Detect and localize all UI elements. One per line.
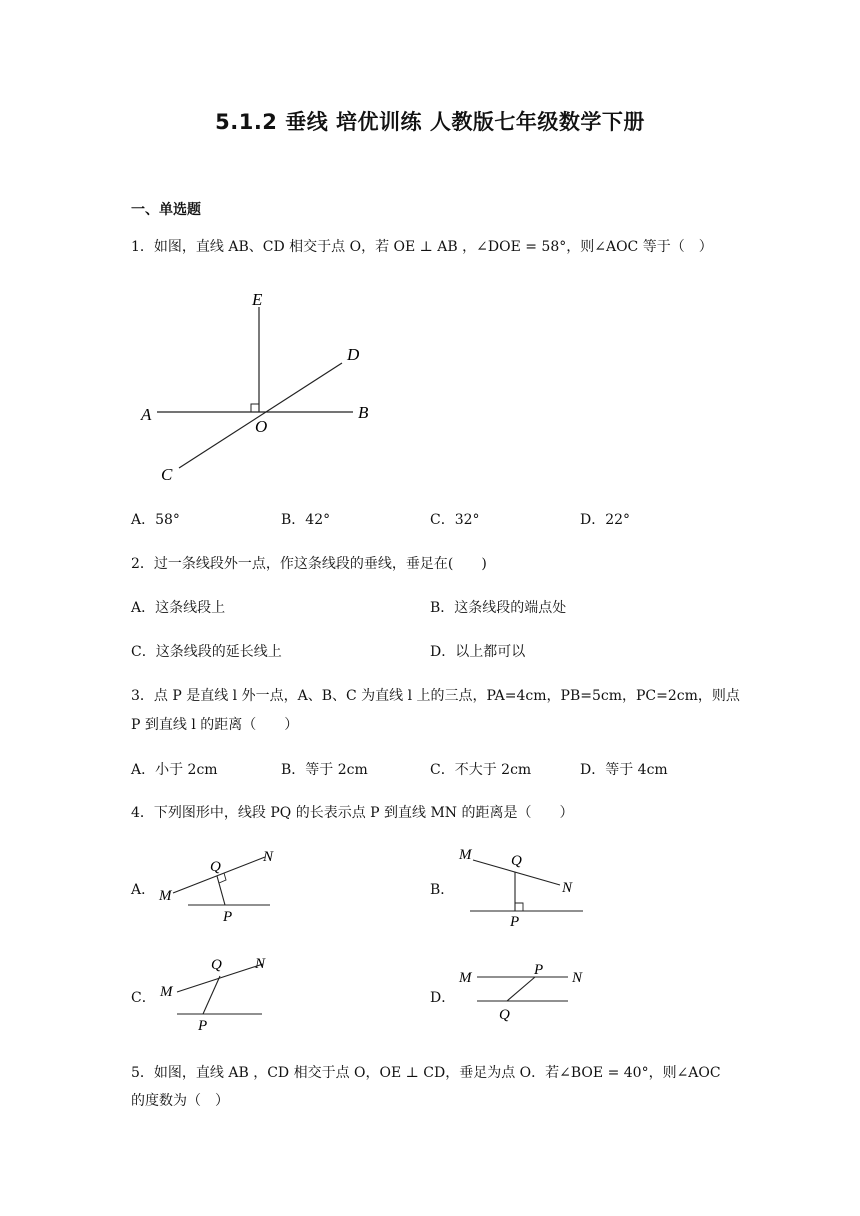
svg-text:M: M <box>459 970 472 986</box>
q1-option-c[interactable]: C．32° <box>430 512 480 528</box>
svg-text:N: N <box>562 880 573 896</box>
q3-option-a[interactable]: A．小于 2cm <box>131 762 218 778</box>
q4-option-c[interactable]: C． <box>131 990 156 1006</box>
q2-option-d[interactable]: D．以上都可以 <box>430 644 526 660</box>
q2-option-b[interactable]: B．这条线段的端点处 <box>430 600 567 616</box>
q4-option-b[interactable]: B． <box>430 882 455 898</box>
svg-text:P: P <box>510 914 520 930</box>
svg-text:M: M <box>459 847 472 863</box>
question-5-stem-line2: 的度数为（ ） <box>131 1093 229 1109</box>
svg-text:Q: Q <box>499 1007 510 1023</box>
question-3-stem-line1: 3．点 P 是直线 l 外一点，A、B、C 为直线 l 上的三点，PA=4cm，PB=5cm，PC=2cm，则点 <box>131 688 740 704</box>
label-c: C <box>161 465 173 484</box>
svg-text:N: N <box>255 956 266 972</box>
line-cd <box>179 363 342 468</box>
q4-option-a[interactable]: A． <box>131 882 156 898</box>
svg-text:N: N <box>572 970 583 986</box>
q4-figure-c <box>155 950 280 1035</box>
q4-figure-a <box>155 845 275 925</box>
svg-text:M: M <box>159 888 172 904</box>
question-4-stem: 4．下列图形中，线段 PQ 的长表示点 P 到直线 MN 的距离是（ ） <box>131 805 574 821</box>
q4-option-d[interactable]: D． <box>430 990 456 1006</box>
q2-option-c[interactable]: C．这条线段的延长线上 <box>131 644 282 660</box>
svg-text:Q: Q <box>210 859 221 875</box>
label-d: D <box>347 345 360 364</box>
q2-option-a[interactable]: A．这条线段上 <box>131 600 226 616</box>
svg-text:P: P <box>534 962 544 978</box>
svg-text:N: N <box>263 849 274 865</box>
q3-option-b[interactable]: B．等于 2cm <box>281 762 368 778</box>
label-a: A <box>141 405 152 424</box>
q1-option-d[interactable]: D．22° <box>580 512 631 528</box>
question-5-stem-line1: 5．如图，直线 AB ，CD 相交于点 O，OE ⊥ CD，垂足为点 O．若∠BOE = 40°，则∠AOC <box>131 1065 721 1081</box>
q3-option-d[interactable]: D．等于 4cm <box>580 762 668 778</box>
q3-option-c[interactable]: C．不大于 2cm <box>430 762 532 778</box>
label-o: O <box>255 417 268 436</box>
svg-text:M: M <box>160 984 173 1000</box>
q1-option-b[interactable]: B．42° <box>281 512 331 528</box>
label-e: E <box>252 290 263 309</box>
svg-text:P: P <box>223 909 233 925</box>
q1-option-a[interactable]: A．58° <box>131 512 180 528</box>
q4-figure-d <box>455 955 595 1030</box>
page-title: 5.1.2 垂线 培优训练 人教版七年级数学下册 <box>215 110 645 134</box>
question-1-figure <box>135 285 395 490</box>
question-2-stem: 2．过一条线段外一点，作这条线段的垂线，垂足在( ) <box>131 556 487 572</box>
section-heading: 一、单选题 <box>131 202 201 218</box>
q4-figure-b <box>455 840 590 930</box>
svg-text:Q: Q <box>511 853 522 869</box>
question-1-stem: 1．如图，直线 AB、CD 相交于点 O，若 OE ⊥ AB ，∠DOE = 58°，则∠AOC 等于（ ） <box>131 239 713 255</box>
svg-text:Q: Q <box>211 957 222 973</box>
label-b: B <box>358 403 369 422</box>
question-3-stem-line2: P 到直线 l 的距离（ ） <box>131 717 299 733</box>
right-angle-mark <box>251 404 259 412</box>
svg-text:P: P <box>198 1018 208 1034</box>
